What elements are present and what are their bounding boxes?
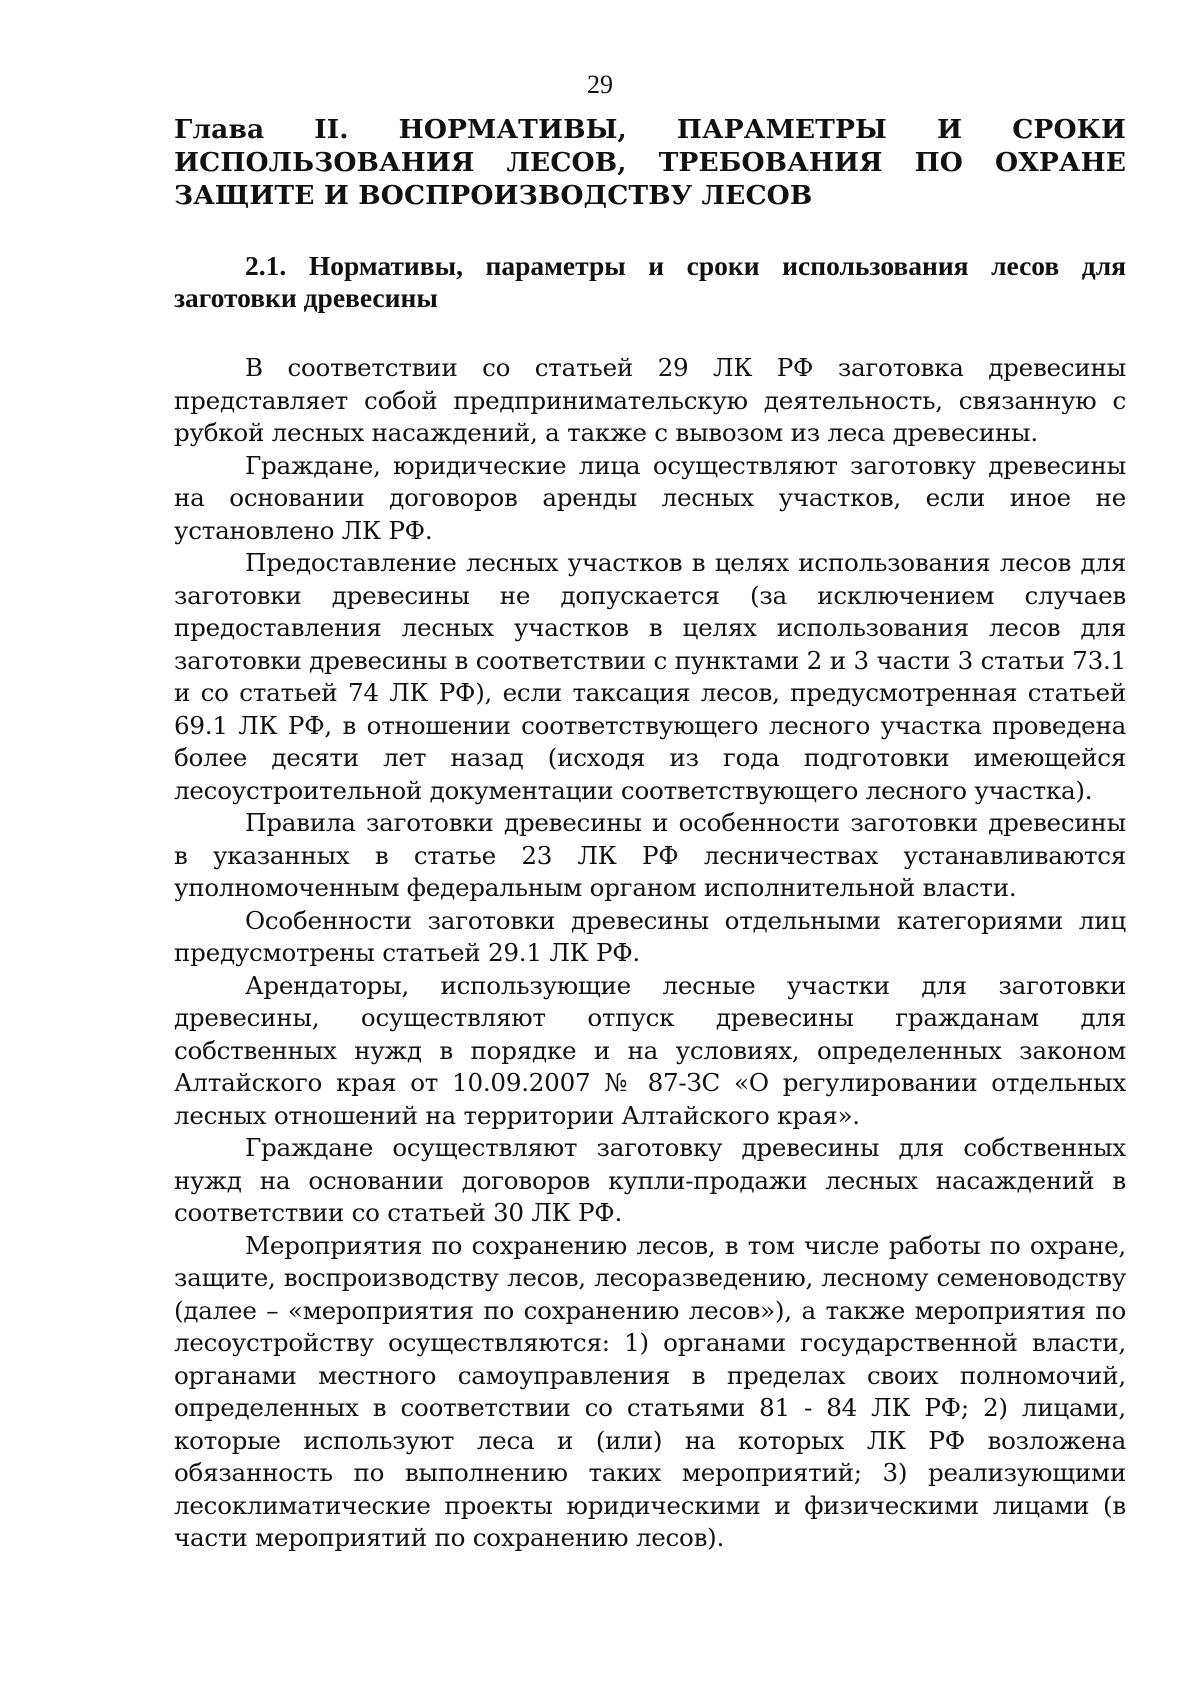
- paragraph: Особенности заготовки древесины отдельными категориями лиц предусмотрены статьей 29.1 ЛК РФ.: [174, 905, 1126, 967]
- paragraph: Предоставление лесных участков в целях использования лесов для заготовки древесины не допускается (за исключением случаев предоставления лесных участков в целях использования лесов для заготовки древесины в соответствии с пунктами 2 и 3 части 3 статьи 73.1 и со статьей 74 ЛК РФ), если таксация лесов, предусмотренная статьей 69.1 ЛК РФ, в отношении соответствующего лесного участка проведена более десяти лет назад (исходя из года подготовки имеющейся лесоустроительной документации соответствующего лесного участка).: [174, 548, 1126, 805]
- paragraph: Граждане, юридические лица осуществляют заготовку древесины на основании договоров аренды лесных участков, если иное не установлено ЛК РФ.: [174, 450, 1126, 545]
- section-title: 2.1. Нормативы, параметры и сроки использования лесов для заготовки древесины: [174, 250, 1126, 313]
- page-content: [174, 113, 1126, 1555]
- paragraph: Мероприятия по сохранению лесов, в том числе работы по охране, защите, воспроизводству лесов, лесоразведению, лесному семеноводству (далее – «мероприятия по сохранению лесов»), а также мероприятия по лесоустройству осуществляются: 1) органами государственной власти, органами местного самоуправления в пределах своих полномочий, определенных в соответствии со статьями 81 - 84 ЛК РФ; 2) лицами, которые используют леса и (или) на которых ЛК РФ возложена обязанность по выполнению таких мероприятий; 3) реализующими лесоклиматические проекты юридическими и физическими лицами (в части мероприятий по сохранению лесов).: [174, 1230, 1126, 1552]
- paragraph: Арендаторы, использующие лесные участки для заготовки древесины, осуществляют отпуск древесины гражданам для собственных нужд в порядке и на условиях, определенных законом Алтайского края от 10.09.2007 № 87-ЗС «О регулировании отдельных лесных отношений на территории Алтайского края».: [174, 970, 1126, 1130]
- paragraph: В соответствии со статьей 29 ЛК РФ заготовка древесины представляет собой предпринимательскую деятельность, связанную с рубкой лесных насаждений, а также с вывозом из леса древесины.: [174, 353, 1126, 447]
- paragraph: Правила заготовки древесины и особенности заготовки древесины в указанных в статье 23 ЛК РФ лесничествах устанавливаются уполномоченным федеральным органом исполнительной власти.: [174, 808, 1126, 902]
- body-text: [174, 352, 1126, 1555]
- chapter-title: Глава II. НОРМАТИВЫ, ПАРАМЕТРЫ И СРОКИ ИСПОЛЬЗОВАНИЯ ЛЕСОВ, ТРЕБОВАНИЯ ПО ОХРАНЕ ЗАЩИТЕ И ВОСПРОИЗВОДСТВУ ЛЕСОВ: [174, 114, 1126, 211]
- page-number: 29: [587, 70, 613, 99]
- paragraph: Граждане осуществляют заготовку древесины для собственных нужд на основании договоров купли-продажи лесных насаждений в соответствии со статьей 30 ЛК РФ.: [174, 1133, 1126, 1227]
